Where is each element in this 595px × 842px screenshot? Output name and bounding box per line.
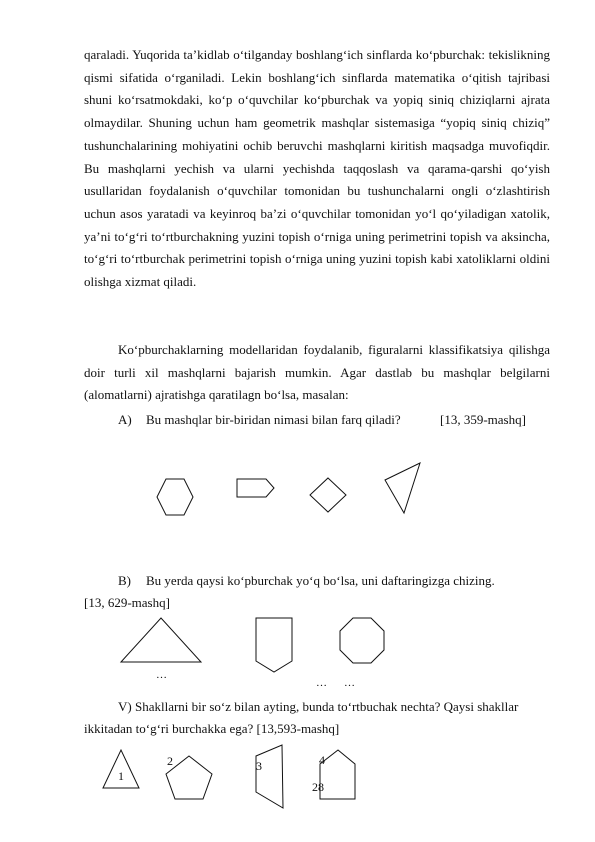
paragraph-classification: Ko‘pburchaklarning modellaridan foydalanib, figuralarni klassifikatsiya qilishga doir turli xil mashqlarni bajarish mumkin. Agar dastlab bu mashqlar belgilarni (alomatlarni) ajratishga qaratilagn bo‘lsa, masalan:: [84, 342, 550, 403]
pentagon-house-shape-4: [320, 750, 355, 799]
exercise-a-figures: [0, 455, 595, 525]
page-number: 28: [312, 780, 324, 794]
rhombus-shape: [310, 478, 346, 512]
blank-dots-3: …: [344, 677, 356, 689]
octagon-shape: [340, 618, 384, 663]
shape-label-3: 3: [256, 759, 262, 773]
exercise-b-reference: [13, 629-mashq]: [84, 595, 170, 610]
exercise-b-figures-svg: [0, 614, 595, 680]
exercise-v-figures: [0, 742, 595, 812]
exercise-b-figures: [0, 614, 595, 689]
hexagon-shape: [157, 479, 193, 515]
blank-dots-2: …: [316, 677, 328, 689]
exercise-a-question: Bu mashqlar bir-biridan nimasi bilan farq qiladi?: [146, 412, 401, 427]
quadrilateral-shape-3: [256, 745, 283, 808]
shape-label-4: 4: [319, 753, 325, 767]
obtuse-triangle-shape: [385, 463, 420, 513]
exercise-v-line-1: V) Shakllarni bir so‘z bilan ayting, bunda to‘rtbuchak nechta? Qaysi shakllar: [118, 699, 519, 714]
exercise-a-reference: [13, 359-mashq]: [440, 412, 526, 427]
shape-label-2: 2: [167, 754, 173, 768]
exercise-a-letter: A): [118, 412, 132, 427]
shape-label-1: 1: [118, 769, 124, 783]
exercise-a-figures-svg: [0, 455, 595, 525]
exercise-b-letter: B): [118, 573, 131, 588]
exercise-v-figures-svg: [0, 742, 595, 812]
right-triangle-shape: [121, 618, 201, 662]
pentagon-arrow-shape: [237, 479, 274, 497]
pentagon-shield-shape: [256, 618, 292, 672]
exercise-b-instruction: [146, 571, 546, 591]
exercise-v-line-2: ikkitadan to‘g‘ri burchakka ega? [13,593-mashq]: [84, 721, 340, 736]
paragraph-intro: qaraladi. Yuqorida ta’kidlab o‘tilganday boshlang‘ich sinflarda ko‘pburchak: tekislikning qismi sifatida o‘rganiladi. Lekin boshlang‘ich sinflarda matematika o‘qitish tajribasi shuni ko‘rsatmokdaki, ko‘p o‘quvchilar ko‘pburchak va yopiq siniq chiziqlarni ajrata olmaydilar. Shuning uchun ham geometrik mashqlar sistemasiga “yopiq siniq chiziq” tushunchalarining mohiyatini ochib beruvchi mashqlarni kiritish maqsadga muvofiqdir. Bu mashqlarni yechish va ularni yechishda taqqoslash va qarama-qarshi qo‘yish usullaridan foydalanish o‘quvchilar tomonidan bu tushunchalarni ongli o‘zlashtirish uchun asos yaratadi va keyinroq ba’zi o‘quvchilar tomonidan yo‘l qo‘yiladigan xatolik, ya’ni to‘g‘ri to‘rtburchakning yuzini topish o‘rniga uning perimetrini topish va aksincha, to‘g‘ri to‘rtburchak perimetrini topish o‘rniga uning yuzini topish kabi xatoliklarni oldini olishga xizmat qiladi.: [84, 47, 550, 290]
exercise-b-text: Bu yerda qaysi ko‘pburchak yo‘q bo‘lsa, uni daftaringizga chizing.: [146, 573, 495, 588]
blank-dots-1: …: [156, 669, 168, 681]
